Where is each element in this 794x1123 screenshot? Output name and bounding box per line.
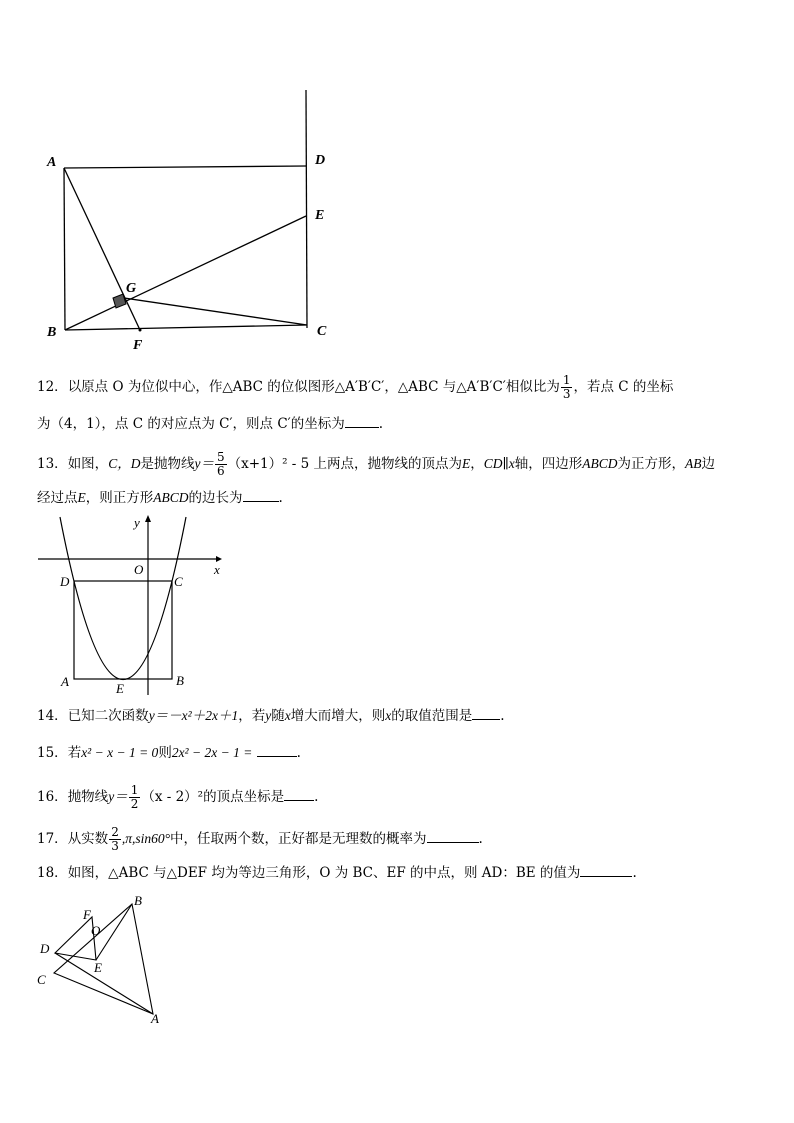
label-e: E: [315, 208, 325, 223]
segment-ad: [55, 953, 153, 1014]
problem-14: 14．已知二次函数y＝－x²＋2x＋1，若y随x增大而增大，则x的取值范围是 .: [37, 705, 505, 726]
problem-number: 13．: [37, 456, 68, 472]
problem-number: 12．: [37, 379, 68, 395]
label-o: O: [134, 562, 144, 577]
triangle-abc: [54, 904, 153, 1014]
label-d: D: [315, 153, 326, 168]
label-c: C: [37, 972, 46, 987]
label-d: D: [60, 574, 70, 589]
point-f: [139, 329, 142, 332]
answer-blank[interactable]: [427, 828, 479, 843]
answer-blank[interactable]: [580, 862, 632, 877]
problem-12-line2: 为（4，1），点 C 的对应点为 C′，则点 C′的坐标为 .: [37, 413, 383, 434]
answer-blank[interactable]: [472, 705, 500, 720]
problem-12: 12．以原点 O 为位似中心，作△ABC 的位似图形△A′B′C′，△ABC 与△A′B′C′相似比为 $\frac{1}{3}$ ，若点 C 的坐标: [37, 373, 674, 401]
answer-blank[interactable]: [243, 487, 279, 502]
problem-18: 18．如图，△ABC 与△DEF 均为等边三角形，O 为 BC、EF 的中点，则 AD：BE 的值为 .: [37, 862, 637, 883]
fraction: $\frac{2}{3}$: [111, 825, 119, 853]
problem-15: 15．若x² − x − 1 = 0则2x² − 2x − 1 = .: [37, 742, 301, 763]
label-f: F: [133, 338, 143, 353]
label-c: C: [174, 574, 183, 589]
parabola-figure: [30, 512, 230, 702]
label-b: B: [176, 673, 184, 688]
segment-af: [64, 168, 140, 330]
label-d: D: [40, 941, 50, 956]
fraction: $\frac{5}{6}$: [216, 450, 225, 478]
segment-be: [65, 216, 306, 330]
parabola-curve: [60, 517, 186, 680]
segment-be: [96, 904, 132, 960]
label-x: x: [214, 562, 220, 577]
label-b: B: [47, 325, 57, 340]
problem-text: 以原点 O 为位似中心，作△ABC 的位似图形△A′B′C′，△ABC 与△A′B′C′相似比为: [67, 379, 560, 395]
problem-number: 16．: [37, 789, 68, 805]
rectangle-figure: [30, 85, 350, 360]
answer-blank[interactable]: [345, 413, 379, 428]
answer-blank[interactable]: [284, 786, 314, 801]
label-a: A: [151, 1011, 159, 1026]
label-a: A: [61, 674, 69, 689]
problem-17: 17．从实数 $\frac{2}{3}$ ,π,sin60°中，任取两个数，正好都是无理数的概率为 .: [37, 825, 483, 853]
problem-13-line2: 经过点E，则正方形ABCD的边长为 .: [37, 487, 283, 508]
problem-number: 14．: [37, 708, 68, 724]
fraction: $\frac{1}{2}$: [130, 783, 139, 811]
segment-ab: [64, 168, 65, 330]
problem-16: 16．抛物线y＝ $\frac{1}{2}$ （x - 2）²的顶点坐标是 .: [37, 783, 319, 811]
label-c: C: [317, 324, 327, 339]
label-f: F: [83, 907, 91, 922]
problem-13: 13．如图，C，D是抛物线y＝ $\frac{5}{6}$ （x+1）² - 5 上两点，抛物线的顶点为E，CD∥x轴，四边形ABCD为正方形，AB边: [37, 450, 716, 478]
problem-number: 15．: [37, 745, 68, 761]
label-e: E: [116, 681, 124, 696]
label-a: A: [47, 155, 57, 170]
label-b: B: [134, 893, 142, 908]
segment-bc: [65, 325, 307, 330]
segment-gc: [124, 298, 307, 325]
right-angle-mark: [113, 294, 126, 308]
label-e: E: [94, 960, 102, 975]
y-arrow-icon: [145, 515, 151, 522]
label-g: G: [126, 281, 137, 296]
label-o: O: [91, 923, 101, 938]
problem-number: 18．: [37, 865, 68, 881]
label-y: y: [134, 515, 140, 530]
triangles-figure: [30, 890, 180, 1030]
problem-number: 17．: [37, 831, 68, 847]
line-vertical-right: [306, 90, 307, 328]
answer-blank[interactable]: [257, 742, 297, 757]
segment-ad: [64, 166, 306, 168]
fraction: $\frac{1}{3}$: [562, 373, 571, 401]
